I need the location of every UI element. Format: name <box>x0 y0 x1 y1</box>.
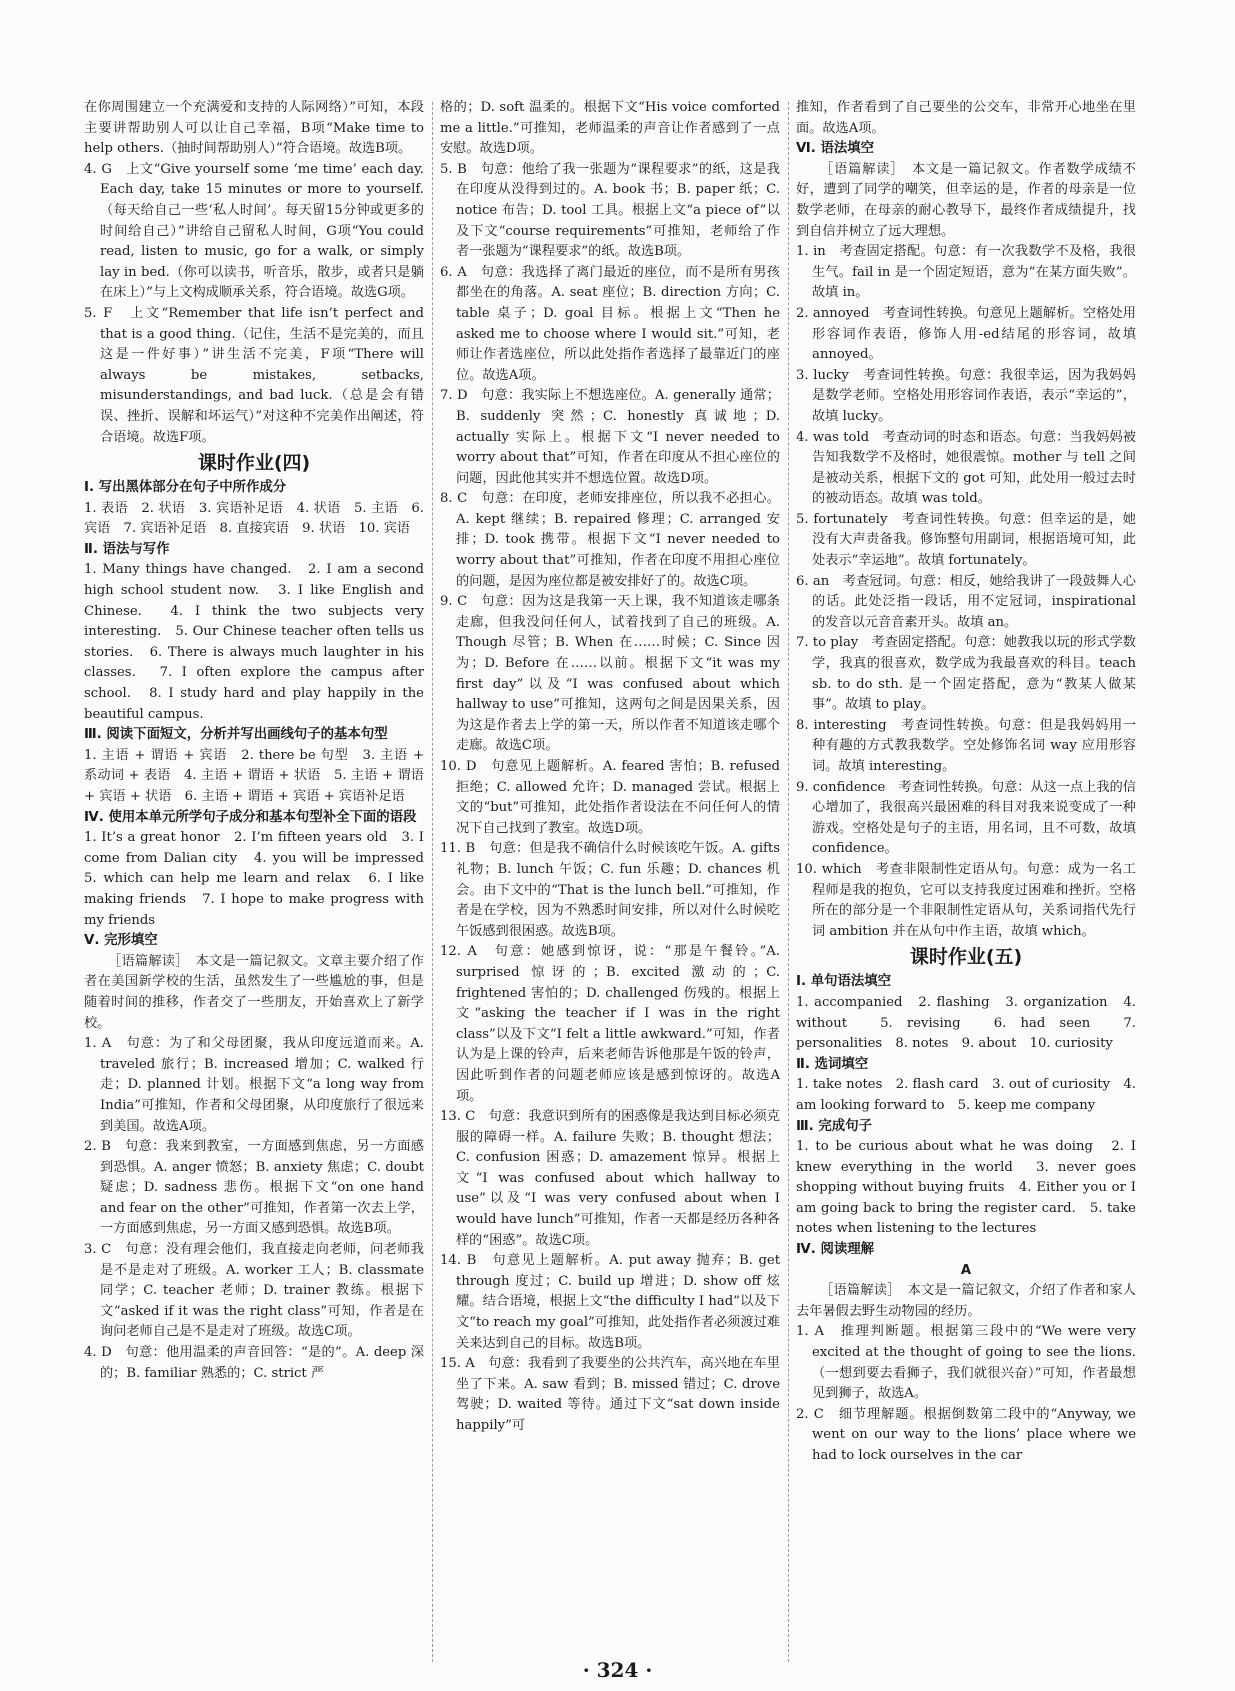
answer-list: 1. It’s a great honor 2. I’m fifteen years old 3. I come from Dalian city 4. you will be impressed 5. which can help me learn and relax 6. I like making friends 7. I hope to make progress with my friends <box>84 830 438 928</box>
answer-item: 12. A 句意：她感到惊讶，说：“那是午餐铃。”A. surprised 惊讶的；B. excited 激动的；C. frightened 害怕的；D. challenged 伤残的。根据上文“asking the teacher if I was in the right class”以及下文“I felt a little awkward.”可知，作者认为是上课的铃声，后来老师告诉他那是午饭的铃声，因此听到作者的问题老师应该是感到惊讶的。故选A项。 <box>440 944 780 1104</box>
answer-item: 5. B 句意：他给了我一张题为“课程要求”的纸，这是我在印度从没得到过的。A. book 书；B. paper 纸；C. notice 布告；D. tool 工具。根据上文“a piece of”以及下文“course requirements”可推知，老师给了作者一张题为“课程要求”的纸。故选B项。 <box>440 161 780 260</box>
section-heading: Ⅱ. 语法与写作 <box>84 541 170 557</box>
continued-text: 在你周围建立一个充满爱和支持的人际网络）”可知，本段主要讲帮助别人可以让自己幸福，B项“Make time to help others.（抽时间帮助别人）”符合语境。故选B项。 <box>84 100 424 157</box>
section-heading: Ⅰ. 单句语法填空 <box>796 974 892 990</box>
answer-item: 7. to play 考查固定搭配。句意：她教我以玩的形式学数学，我真的很喜欢，数学成为我最喜欢的科目。teach sb. to do sth. 是一个固定搭配，意为“教某人做某事”。故填 to play。 <box>796 635 1136 713</box>
answer-item: 7. D 句意：我实际上不想选座位。A. generally 通常；B. suddenly 突然；C. honestly 真诚地；D. actually 实际上。根据下文“I never needed to worry about that”可知，作者在印度从不担心座位的问题，因此他其实并不想选位置。故选D项。 <box>440 388 780 486</box>
page-number: · 324 · <box>582 1658 653 1682</box>
middle-column <box>440 98 780 1678</box>
answer-item: 2. C 细节理解题。根据倒数第二段中的“Anyway, we went on our way to the lions’ place where we had to lock ourselves in the car <box>796 1406 1136 1463</box>
answer-item: 11. B 句意：但是我不确信什么时候该吃午饭。A. gifts 礼物；B. lunch 午饭；C. fun 乐趣；D. chances 机会。由下文中的“That is the lunch bell.”可推知，作者是在学校，因为不熟悉时间安排，所以对什么时候吃午饭感到很困惑。故选B项。 <box>440 841 780 939</box>
column-divider <box>432 102 433 1662</box>
answer-list: 1. take notes 2. flash card 3. out of curiosity 4. am looking forward to 5. keep me company <box>796 1077 1136 1113</box>
passage-label: A <box>960 1262 972 1278</box>
answer-item: 2. B 句意：我来到教室，一方面感到焦虑，另一方面感到恐惧。A. anger 愤怒；B. anxiety 焦虑；C. doubt 疑虑；D. sadness 悲伤。根据下文“on one hand and fear on the other”可推知，作者第一次去上学，一方面感到焦虑，另一方面又感到恐惧。故选B项。 <box>84 1139 424 1237</box>
answer-item: 1. A 推理判断题。根据第三段中的“We were very excited at the thought of going to see the lions.（一想到要去看狮子，我们就很兴奋）”可知，作者最想见到狮子，故选A。 <box>796 1324 1136 1402</box>
answer-item: 10. D 句意见上题解析。A. feared 害怕；B. refused 拒绝；C. allowed 允许；D. managed 尝试。根据上文的“but”可推知，此处指作者设法在不问任何人的情况下自己找到了教室。故选D项。 <box>440 759 780 836</box>
answer-item: 8. C 句意：在印度，老师安排座位，所以我不必担心。A. kept 继续；B. repaired 修理；C. arranged 安排；D. took 携带。根据下文“I never needed to worry about that”可推知，作者在印度不用担心座位的问题，是因为座位都是被安排好了的。故选C项。 <box>440 491 780 589</box>
answer-item: 4. G 上文“Give yourself some ‘me time’ each day. Each day, take 15 minutes or more to yourself.（每天给自己一些‘私人时间’。每天留15分钟或更多的时间给自己）”讲给自己留私人时间，G项“You could read, listen to music, go for a walk, or simply lay in bed.（你可以读书，听音乐，散步，或者只是躺在床上）”与上文构成顺承关系，符合语境。故选G项。 <box>84 161 424 301</box>
section-heading: Ⅵ. 语法填空 <box>796 141 875 157</box>
answer-item: 9. confidence 考查词性转换。句意：从这一点上我的信心增加了，我很高兴最困难的科目对我来说变成了一种游戏。空格处是句子的主语，用名词，且不可数，故填 confidence。 <box>796 779 1136 857</box>
continued-text: 格的；D. soft 温柔的。根据下文“His voice comforted me a little.”可推知，老师温柔的声音让作者感到了一点安慰。故选D项。 <box>440 100 780 157</box>
column-divider <box>788 102 789 1662</box>
passage-analysis: ［语篇解读］ 本文是一篇记叙文。作者数学成绩不好，遭到了同学的嘲笑，但幸运的是，作者的母亲是一位数学老师，在母亲的耐心教导下，最终作者成绩提升，找到自信并树立了远大理想。 <box>796 161 1136 239</box>
answer-item: 8. interesting 考查词性转换。句意：但是我妈妈用一种有趣的方式教我数学。空处修饰名词 way 应用形容词。故填 interesting。 <box>796 717 1136 774</box>
section-heading: Ⅰ. 写出黑体部分在句子中所作成分 <box>84 480 287 496</box>
answer-item: 3. C 句意：没有理会他们，我直接走向老师，问老师我是不是走对了班级。A. worker 工人；B. classmate 同学；C. teacher 老师；D. trainer 教练。根据下文“asked if it was the right class”可知，作者是在询问老师自己是不是走对了班级。故选C项。 <box>84 1242 424 1340</box>
answer-item: 6. A 句意：我选择了离门最近的座位，而不是所有男孩都坐在的角落。A. seat 座位；B. direction 方向；C. table 桌子；D. goal 目标。根据上文“Then he asked me to choose where I would sit.”可知，老师让作者选座位，所以此处指作者选择了最靠近门的座位。故选A项。 <box>440 264 780 383</box>
answer-list: 1. to be curious about what he was doing 2. I knew everything in the world 3. never goes shopping without buying fruits 4. Either you or I am going back to bring the register card. 5. take notes when listening to the lectures <box>796 1139 1136 1237</box>
answer-item: 14. B 句意见上题解析。A. put away 抛弃；B. get through 度过；C. build up 增进；D. show off 炫耀。结合语境，根据上文“the difficulty I had”以及下文“to reach my goal”可推知，此处指作者必须渡过难关来达到自己的目标。故选B项。 <box>440 1253 780 1351</box>
answer-list: 1. Many things have changed. 2. I am a second high school student now. 3. I like English and Chinese. 4. I think the two subjects very interesting. 5. Our Chinese teacher often tells us stories. 6. There is always much laughter in his classes. 7. I often explore the campus after school. 8. I study hard and play happily in the beautiful campus. <box>84 562 424 722</box>
answer-item: 10. which 考查非限制性定语从句。句意：成为一名工程师是我的抱负，它可以支持我度过困难和挫折。空格所在的部分是一个非限制性定语从句，关系词指代先行词 ambition 并在从句中作主语，故填 which。 <box>796 861 1136 939</box>
section-heading: Ⅲ. 完成句子 <box>796 1118 872 1134</box>
lesson-title: 课时作业(五) <box>909 946 1023 969</box>
answer-item: 4. D 句意：他用温柔的声音回答：“是的”。A. deep 深的；B. familiar 熟悉的；C. strict 严 <box>84 1345 424 1381</box>
passage-analysis: ［语篇解读］ 本文是一篇记叙文。文章主要介绍了作者在美国新学校的生活，虽然发生了一些尴尬的事，但是随着时间的推移，作者交了一些朋友，开始喜欢上了新学校。 <box>84 953 424 1031</box>
answer-item: 9. C 句意：因为这是我第一天上课，我不知道该走哪条走廊，但我没问任何人，试着找到了自己的班级。A. Though 尽管；B. When 在……时候；C. Since 因为；D. Before 在……以前。根据下文“it was my first day”以及“I was confused about which hallway to use”可推知，这两句之间是因果关系，因为这是作者去上学的第一天，所以作者不知道该走哪个走廊。故选C项。 <box>440 594 780 754</box>
answer-item: 15. A 句意：我看到了我要坐的公共汽车，高兴地在车里坐了下来。A. saw 看到；B. missed 错过；C. drove 驾驶；D. waited 等待。通过下文“sat down inside happily”可 <box>440 1356 780 1433</box>
answer-item: 6. an 考查冠词。句意：相反，她给我讲了一段鼓舞人心的话。此处泛指一段话，用不定冠词，inspirational 的发音以元音音素开头。故填 an。 <box>796 573 1136 630</box>
answer-item: 1. in 考查固定搭配。句意：有一次我数学不及格，我很生气。fail in 是一个固定短语，意为“在某方面失败”。故填 in。 <box>796 244 1136 301</box>
answer-item: 5. F 上文“Remember that life isn’t perfect and that is a good thing.（记住，生活不是完美的，而且这是一件好事）”讲生活不完美，F项“There will always be mistakes, setbacks, misunderstandings, and bad luck.（总是会有错误、挫折、误解和坏运气）”对这种不完美作出阐述，符合语境。故选F项。 <box>84 305 424 445</box>
section-heading: Ⅳ. 使用本单元所学句子成分和基本句型补全下面的语段 <box>84 809 417 825</box>
answer-item: 4. was told 考查动词的时态和语态。句意：当我妈妈被告知我数学不及格时，她很震惊。mother 与 tell 之间是被动关系，根据下文的 got 可知，此处用一般过去时的被动语态。故填 was told。 <box>796 429 1136 507</box>
answer-item: 13. C 句意：我意识到所有的困惑像是我达到目标必须克服的障碍一样。A. failure 失败；B. thought 想法；C. confusion 困惑；D. amazement 惊异。根据上文“I was confused about which hallway to use”以及“I was very confused about when I would have lunch”可推知，作者一天都是经历各种各样的“困惑”。故选C项。 <box>440 1109 780 1248</box>
passage-analysis: ［语篇解读］ 本文是一篇记叙文，介绍了作者和家人去年暑假去野生动物园的经历。 <box>796 1283 1136 1319</box>
right-column <box>796 98 1136 1678</box>
answer-list: 1. accompanied 2. flashing 3. organization 4. without 5. revising 6. had seen 7. personalities 8. notes 9. about 10. curiosity <box>796 994 1136 1052</box>
continued-text: 推知，作者看到了自己要坐的公交车，非常开心地坐在里面。故选A项。 <box>796 100 1136 136</box>
answer-item: 3. lucky 考查词性转换。句意：我很幸运，因为我妈妈是数学老师。空格处用形容词作表语，表示“幸运的”，故填 lucky。 <box>796 367 1136 424</box>
answer-list: 1. 表语 2. 状语 3. 宾语补足语 4. 状语 5. 主语 6. 宾语 7. 宾语补足语 8. 直接宾语 9. 状语 10. 宾语 <box>84 500 424 537</box>
left-column <box>84 98 438 1678</box>
section-heading: Ⅲ. 阅读下面短文，分析并写出画线句子的基本句型 <box>84 727 388 743</box>
section-heading: Ⅱ. 选词填空 <box>796 1056 869 1072</box>
answer-item: 2. annoyed 考查词性转换。句意见上题解析。空格处用形容词作表语，修饰人用-ed结尾的形容词，故填 annoyed。 <box>796 305 1136 363</box>
answer-item: 5. fortunately 考查词性转换。句意：但幸运的是，她没有大声责备我。修饰整句用副词，根据语境可知，此处表示“幸运地”。故填 fortunately。 <box>796 511 1136 569</box>
section-heading: Ⅴ. 完形填空 <box>84 933 158 949</box>
answer-item: 1. A 句意：为了和父母团聚，我从印度远道而来。A. traveled 旅行；B. increased 增加；C. walked 行走；D. planned 计划。根据下文“a long way from India”可推知，作者和父母团聚，从印度旅行了很远来到美国。故选A项。 <box>84 1036 424 1134</box>
lesson-title: 课时作业(四) <box>197 452 311 475</box>
section-heading: Ⅳ. 阅读理解 <box>796 1242 875 1258</box>
answer-list: 1. 主语 + 谓语 + 宾语 2. there be 句型 3. 主语 + 系动词 + 表语 4. 主语 + 谓语 + 状语 5. 主语 + 谓语 + 宾语 + 状语 6. 主语 + 谓语 + 宾语 + 宾语补足语 <box>84 747 424 804</box>
